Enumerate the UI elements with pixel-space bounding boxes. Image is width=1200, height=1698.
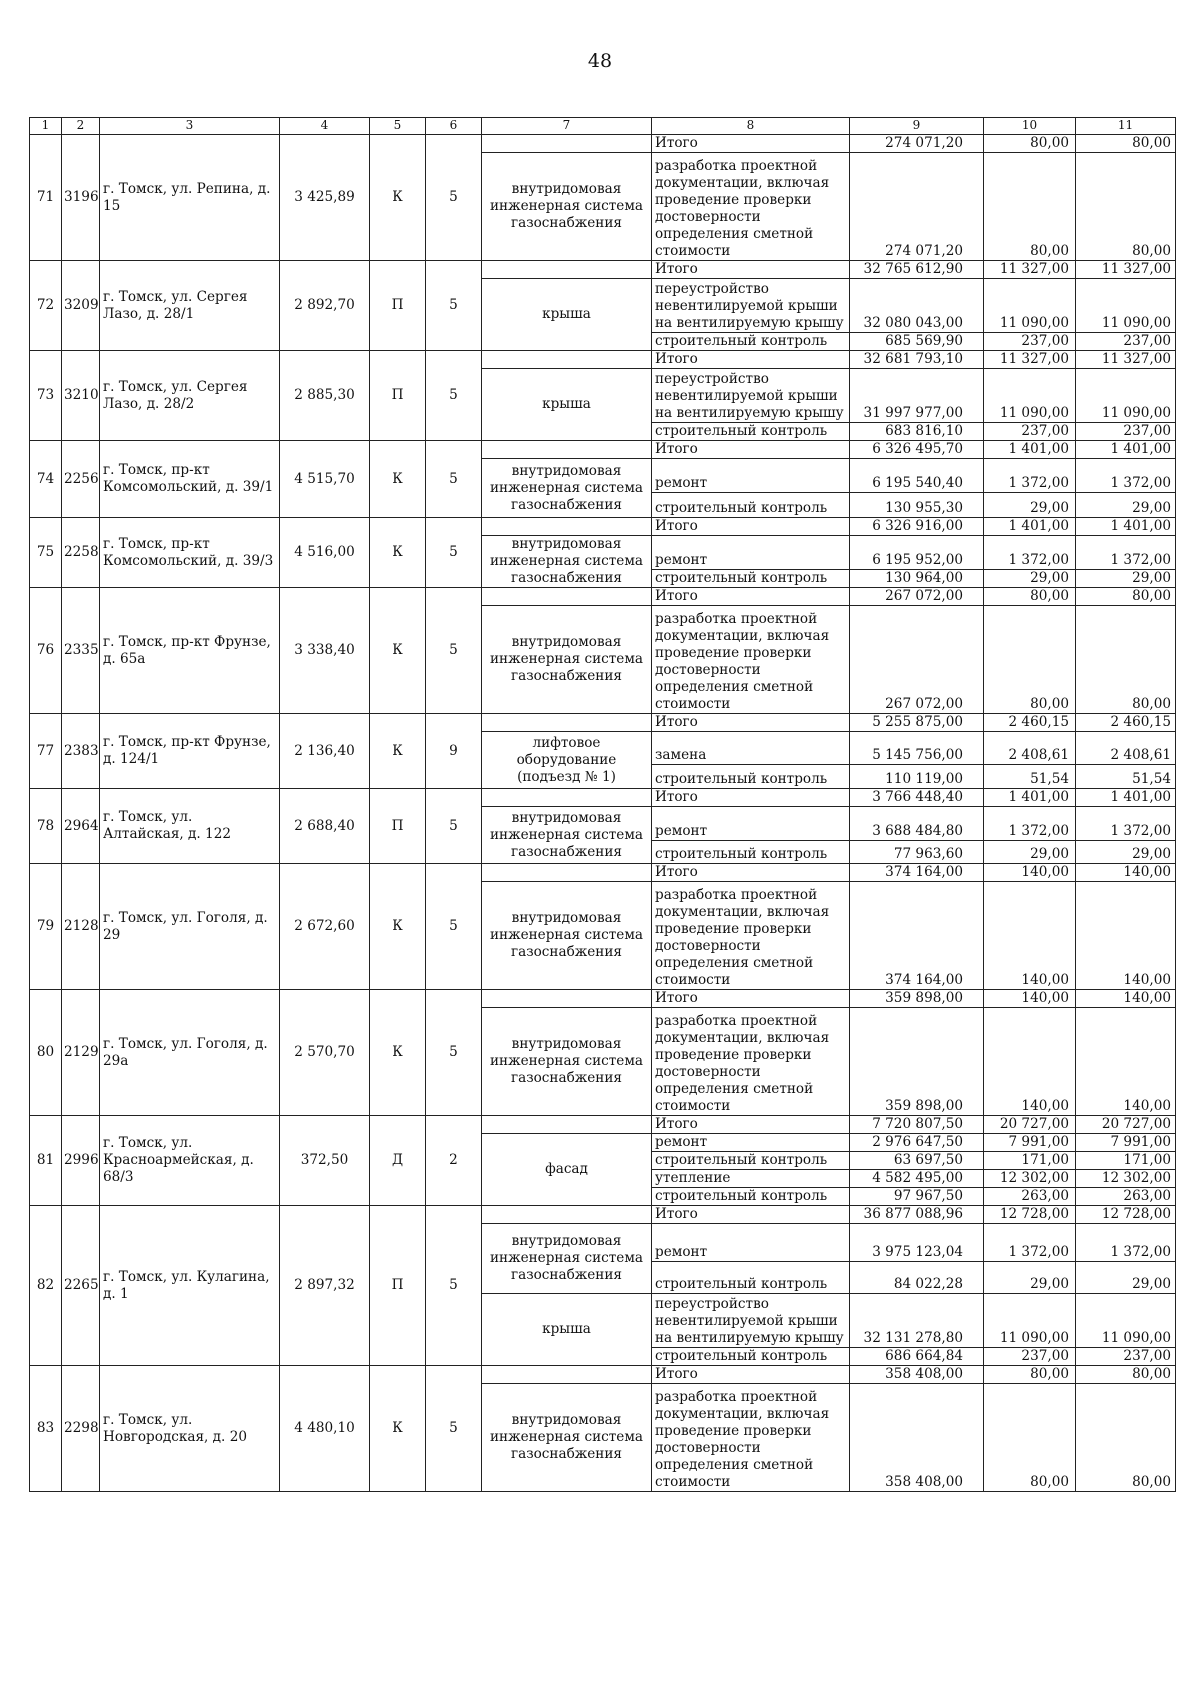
work-name: разработка проектной документации, включая проведение проверки достоверности определения сметной стоимости (652, 882, 850, 990)
work-limit-per-sqm: 237,00 (1076, 423, 1176, 441)
entry-area: 2 136,40 (280, 714, 370, 789)
entry-number: 74 (30, 441, 62, 518)
total-limit-per-sqm: 140,00 (1076, 990, 1176, 1008)
entry-floors: 5 (426, 789, 482, 864)
work-cost: 5 145 756,00 (850, 732, 984, 765)
entry-type: Д (370, 1116, 426, 1206)
work-name: строительный контроль (652, 765, 850, 789)
work-limit-per-sqm: 171,00 (1076, 1152, 1176, 1170)
work-name: переустройство невентилируемой крыши на вентилируемую крышу (652, 279, 850, 333)
work-limit-per-sqm: 29,00 (1076, 841, 1176, 864)
work-cost: 686 664,84 (850, 1348, 984, 1366)
work-cost: 374 164,00 (850, 882, 984, 990)
total-cost: 5 255 875,00 (850, 714, 984, 732)
work-name: переустройство невентилируемой крыши на вентилируемую крышу (652, 1294, 850, 1348)
work-limit-per-sqm: 140,00 (1076, 1008, 1176, 1116)
total-cost-per-sqm: 80,00 (984, 1366, 1076, 1384)
total-cost-per-sqm: 11 327,00 (984, 351, 1076, 369)
total-cost-per-sqm: 140,00 (984, 990, 1076, 1008)
entry-floors: 5 (426, 1206, 482, 1366)
work-limit-per-sqm: 7 991,00 (1076, 1134, 1176, 1152)
entry-floors: 5 (426, 135, 482, 261)
entry-id: 3196 (62, 135, 100, 261)
system-name: внутридомовая инженерная система газоснабжения (482, 1224, 652, 1294)
work-cost-per-sqm: 29,00 (984, 1262, 1076, 1294)
entry-id: 3209 (62, 261, 100, 351)
column-number-5: 5 (370, 118, 426, 135)
total-label: Итого (652, 789, 850, 807)
total-label: Итого (652, 588, 850, 606)
entry-total-row (30, 789, 1176, 807)
entry-area: 2 672,60 (280, 864, 370, 990)
total-label: Итого (652, 441, 850, 459)
entry-id: 2964 (62, 789, 100, 864)
entry-floors: 5 (426, 864, 482, 990)
entry-type: К (370, 990, 426, 1116)
work-cost: 685 569,90 (850, 333, 984, 351)
system-name: внутридомовая инженерная система газоснабжения (482, 536, 652, 588)
work-name: утепление (652, 1170, 850, 1188)
system-name: крыша (482, 279, 652, 351)
entry-number: 79 (30, 864, 62, 990)
entry-floors: 5 (426, 441, 482, 518)
work-cost-per-sqm: 237,00 (984, 423, 1076, 441)
entry-area: 4 515,70 (280, 441, 370, 518)
work-name: строительный контроль (652, 1262, 850, 1294)
work-cost: 6 195 952,00 (850, 536, 984, 570)
work-cost: 32 080 043,00 (850, 279, 984, 333)
work-name: разработка проектной документации, включая проведение проверки достоверности определения сметной стоимости (652, 1008, 850, 1116)
entry-total-row (30, 441, 1176, 459)
total-limit-per-sqm: 12 728,00 (1076, 1206, 1176, 1224)
column-number-4: 4 (280, 118, 370, 135)
entry-floors: 5 (426, 588, 482, 714)
column-number-8: 8 (652, 118, 850, 135)
work-name: ремонт (652, 1134, 850, 1152)
header-row (30, 118, 1176, 135)
entry-address: г. Томск, ул. Алтайская, д. 122 (100, 789, 280, 864)
entry-address: г. Томск, ул. Сергея Лазо, д. 28/2 (100, 351, 280, 441)
total-system-cell (482, 990, 652, 1008)
total-label: Итого (652, 864, 850, 882)
work-cost-per-sqm: 237,00 (984, 1348, 1076, 1366)
column-number-10: 10 (984, 118, 1076, 135)
total-limit-per-sqm: 11 327,00 (1076, 351, 1176, 369)
work-cost: 84 022,28 (850, 1262, 984, 1294)
total-cost-per-sqm: 1 401,00 (984, 441, 1076, 459)
work-cost-per-sqm: 140,00 (984, 1008, 1076, 1116)
work-name: ремонт (652, 1224, 850, 1262)
entry-id: 2265 (62, 1206, 100, 1366)
entry-floors: 2 (426, 1116, 482, 1206)
entry-address: г. Томск, пр-кт Фрунзе, д. 124/1 (100, 714, 280, 789)
work-cost: 4 582 495,00 (850, 1170, 984, 1188)
total-cost: 7 720 807,50 (850, 1116, 984, 1134)
entry-total-row (30, 135, 1176, 153)
works-register-table-container (29, 117, 1175, 1492)
entry-number: 77 (30, 714, 62, 789)
entry-type: К (370, 714, 426, 789)
entry-number: 82 (30, 1206, 62, 1366)
entry-area: 2 885,30 (280, 351, 370, 441)
work-cost-per-sqm: 11 090,00 (984, 369, 1076, 423)
work-limit-per-sqm: 80,00 (1076, 606, 1176, 714)
column-number-11: 11 (1076, 118, 1176, 135)
work-limit-per-sqm: 1 372,00 (1076, 807, 1176, 841)
entry-number: 73 (30, 351, 62, 441)
entry-area: 2 570,70 (280, 990, 370, 1116)
system-name: внутридомовая инженерная система газоснабжения (482, 606, 652, 714)
entry-number: 83 (30, 1366, 62, 1492)
work-cost-per-sqm: 11 090,00 (984, 279, 1076, 333)
entry-total-row (30, 588, 1176, 606)
entry-address: г. Томск, ул. Сергея Лазо, д. 28/1 (100, 261, 280, 351)
total-label: Итого (652, 261, 850, 279)
work-name: ремонт (652, 459, 850, 493)
work-cost-per-sqm: 7 991,00 (984, 1134, 1076, 1152)
work-cost: 359 898,00 (850, 1008, 984, 1116)
entry-type: К (370, 1366, 426, 1492)
entry-address: г. Томск, ул. Репина, д. 15 (100, 135, 280, 261)
entry-total-row (30, 1206, 1176, 1224)
entry-address: г. Томск, пр-кт Фрунзе, д. 65а (100, 588, 280, 714)
entry-floors: 5 (426, 990, 482, 1116)
work-limit-per-sqm: 80,00 (1076, 1384, 1176, 1492)
work-name: строительный контроль (652, 1152, 850, 1170)
total-cost-per-sqm: 11 327,00 (984, 261, 1076, 279)
total-system-cell (482, 518, 652, 536)
entry-number: 72 (30, 261, 62, 351)
total-cost-per-sqm: 1 401,00 (984, 789, 1076, 807)
entry-floors: 5 (426, 351, 482, 441)
total-limit-per-sqm: 11 327,00 (1076, 261, 1176, 279)
work-cost: 267 072,00 (850, 606, 984, 714)
work-limit-per-sqm: 263,00 (1076, 1188, 1176, 1206)
total-cost: 36 877 088,96 (850, 1206, 984, 1224)
work-cost-per-sqm: 80,00 (984, 606, 1076, 714)
work-name: ремонт (652, 807, 850, 841)
total-label: Итого (652, 351, 850, 369)
total-label: Итого (652, 1366, 850, 1384)
work-cost: 130 964,00 (850, 569, 984, 587)
entry-floors: 5 (426, 261, 482, 351)
entry-type: К (370, 588, 426, 714)
work-cost-per-sqm: 171,00 (984, 1152, 1076, 1170)
column-number-3: 3 (100, 118, 280, 135)
work-cost-per-sqm: 1 372,00 (984, 536, 1076, 570)
work-limit-per-sqm: 12 302,00 (1076, 1170, 1176, 1188)
total-limit-per-sqm: 1 401,00 (1076, 441, 1176, 459)
entry-area: 372,50 (280, 1116, 370, 1206)
work-cost: 274 071,20 (850, 153, 984, 261)
work-cost: 32 131 278,80 (850, 1294, 984, 1348)
work-limit-per-sqm: 51,54 (1076, 765, 1176, 789)
work-cost-per-sqm: 263,00 (984, 1188, 1076, 1206)
entry-total-row (30, 261, 1176, 279)
work-cost: 130 955,30 (850, 493, 984, 518)
total-label: Итого (652, 1116, 850, 1134)
total-cost-per-sqm: 20 727,00 (984, 1116, 1076, 1134)
system-name: внутридомовая инженерная система газоснабжения (482, 1384, 652, 1492)
total-cost: 374 164,00 (850, 864, 984, 882)
total-label: Итого (652, 518, 850, 536)
entry-address: г. Томск, ул. Красноармейская, д. 68/3 (100, 1116, 280, 1206)
work-cost-per-sqm: 29,00 (984, 841, 1076, 864)
works-register-table (29, 117, 1176, 1492)
entry-address: г. Томск, пр-кт Комсомольский, д. 39/1 (100, 441, 280, 518)
entry-id: 2258 (62, 518, 100, 588)
entry-address: г. Томск, ул. Кулагина, д. 1 (100, 1206, 280, 1366)
work-name: замена (652, 732, 850, 765)
entry-address: г. Томск, ул. Новгородская, д. 20 (100, 1366, 280, 1492)
entry-number: 75 (30, 518, 62, 588)
work-cost-per-sqm: 29,00 (984, 493, 1076, 518)
total-system-cell (482, 135, 652, 153)
total-system-cell (482, 1206, 652, 1224)
total-system-cell (482, 261, 652, 279)
total-system-cell (482, 789, 652, 807)
work-cost: 31 997 977,00 (850, 369, 984, 423)
entry-id: 2996 (62, 1116, 100, 1206)
system-name: крыша (482, 1294, 652, 1366)
entry-type: К (370, 135, 426, 261)
total-limit-per-sqm: 80,00 (1076, 1366, 1176, 1384)
entry-number: 80 (30, 990, 62, 1116)
work-limit-per-sqm: 237,00 (1076, 333, 1176, 351)
work-limit-per-sqm: 11 090,00 (1076, 369, 1176, 423)
column-number-6: 6 (426, 118, 482, 135)
total-label: Итого (652, 1206, 850, 1224)
entry-id: 2128 (62, 864, 100, 990)
entry-total-row (30, 990, 1176, 1008)
work-limit-per-sqm: 1 372,00 (1076, 1224, 1176, 1262)
total-cost: 6 326 916,00 (850, 518, 984, 536)
total-cost-per-sqm: 1 401,00 (984, 518, 1076, 536)
work-cost: 110 119,00 (850, 765, 984, 789)
work-cost: 683 816,10 (850, 423, 984, 441)
entry-number: 76 (30, 588, 62, 714)
work-limit-per-sqm: 237,00 (1076, 1348, 1176, 1366)
entry-id: 2298 (62, 1366, 100, 1492)
total-limit-per-sqm: 80,00 (1076, 135, 1176, 153)
entry-area: 3 425,89 (280, 135, 370, 261)
work-cost: 3 975 123,04 (850, 1224, 984, 1262)
work-cost: 2 976 647,50 (850, 1134, 984, 1152)
total-label: Итого (652, 714, 850, 732)
work-name: строительный контроль (652, 1188, 850, 1206)
work-limit-per-sqm: 29,00 (1076, 1262, 1176, 1294)
work-name: разработка проектной документации, включая проведение проверки достоверности определения сметной стоимости (652, 606, 850, 714)
total-cost: 274 071,20 (850, 135, 984, 153)
total-system-cell (482, 1366, 652, 1384)
work-name: переустройство невентилируемой крыши на вентилируемую крышу (652, 369, 850, 423)
column-number-1: 1 (30, 118, 62, 135)
entry-number: 81 (30, 1116, 62, 1206)
total-cost-per-sqm: 140,00 (984, 864, 1076, 882)
work-cost-per-sqm: 2 408,61 (984, 732, 1076, 765)
entry-total-row (30, 518, 1176, 536)
work-cost: 77 963,60 (850, 841, 984, 864)
entry-number: 71 (30, 135, 62, 261)
entry-type: П (370, 789, 426, 864)
column-number-9: 9 (850, 118, 984, 135)
entry-total-row (30, 714, 1176, 732)
work-cost-per-sqm: 1 372,00 (984, 807, 1076, 841)
system-name: фасад (482, 1134, 652, 1206)
work-cost: 3 688 484,80 (850, 807, 984, 841)
work-name: строительный контроль (652, 569, 850, 587)
work-cost-per-sqm: 12 302,00 (984, 1170, 1076, 1188)
column-number-7: 7 (482, 118, 652, 135)
total-limit-per-sqm: 1 401,00 (1076, 518, 1176, 536)
work-cost: 6 195 540,40 (850, 459, 984, 493)
entry-area: 4 480,10 (280, 1366, 370, 1492)
total-limit-per-sqm: 2 460,15 (1076, 714, 1176, 732)
entry-type: К (370, 518, 426, 588)
total-cost: 32 765 612,90 (850, 261, 984, 279)
system-name: внутридомовая инженерная система газоснабжения (482, 807, 652, 864)
work-limit-per-sqm: 2 408,61 (1076, 732, 1176, 765)
column-number-2: 2 (62, 118, 100, 135)
entry-number: 78 (30, 789, 62, 864)
total-cost-per-sqm: 2 460,15 (984, 714, 1076, 732)
work-cost-per-sqm: 51,54 (984, 765, 1076, 789)
entry-area: 2 892,70 (280, 261, 370, 351)
entry-id: 2256 (62, 441, 100, 518)
work-cost-per-sqm: 11 090,00 (984, 1294, 1076, 1348)
work-limit-per-sqm: 140,00 (1076, 882, 1176, 990)
system-name: внутридомовая инженерная система газоснабжения (482, 459, 652, 518)
entry-type: П (370, 261, 426, 351)
work-limit-per-sqm: 1 372,00 (1076, 459, 1176, 493)
work-name: строительный контроль (652, 493, 850, 518)
work-cost-per-sqm: 80,00 (984, 1384, 1076, 1492)
entry-total-row (30, 1366, 1176, 1384)
total-cost: 3 766 448,40 (850, 789, 984, 807)
entry-id: 2129 (62, 990, 100, 1116)
entry-type: П (370, 1206, 426, 1366)
total-limit-per-sqm: 20 727,00 (1076, 1116, 1176, 1134)
work-limit-per-sqm: 1 372,00 (1076, 536, 1176, 570)
work-limit-per-sqm: 11 090,00 (1076, 279, 1176, 333)
total-label: Итого (652, 990, 850, 1008)
entry-address: г. Томск, ул. Гоголя, д. 29а (100, 990, 280, 1116)
work-cost-per-sqm: 80,00 (984, 153, 1076, 261)
work-name: строительный контроль (652, 1348, 850, 1366)
total-system-cell (482, 1116, 652, 1134)
entry-total-row (30, 864, 1176, 882)
total-system-cell (482, 441, 652, 459)
work-name: разработка проектной документации, включая проведение проверки достоверности определения сметной стоимости (652, 153, 850, 261)
entry-floors: 5 (426, 518, 482, 588)
work-name: строительный контроль (652, 423, 850, 441)
work-cost-per-sqm: 1 372,00 (984, 1224, 1076, 1262)
entry-area: 3 338,40 (280, 588, 370, 714)
total-limit-per-sqm: 80,00 (1076, 588, 1176, 606)
total-cost: 267 072,00 (850, 588, 984, 606)
total-cost-per-sqm: 80,00 (984, 588, 1076, 606)
work-cost-per-sqm: 140,00 (984, 882, 1076, 990)
work-limit-per-sqm: 29,00 (1076, 493, 1176, 518)
total-cost: 359 898,00 (850, 990, 984, 1008)
system-name: лифтовое оборудование (подъезд № 1) (482, 732, 652, 789)
total-cost: 358 408,00 (850, 1366, 984, 1384)
total-cost-per-sqm: 80,00 (984, 135, 1076, 153)
work-cost-per-sqm: 1 372,00 (984, 459, 1076, 493)
work-name: строительный контроль (652, 333, 850, 351)
system-name: крыша (482, 369, 652, 441)
entry-id: 2335 (62, 588, 100, 714)
work-cost: 358 408,00 (850, 1384, 984, 1492)
work-cost-per-sqm: 237,00 (984, 333, 1076, 351)
entry-address: г. Томск, пр-кт Комсомольский, д. 39/3 (100, 518, 280, 588)
entry-area: 4 516,00 (280, 518, 370, 588)
entry-type: К (370, 864, 426, 990)
page-number: 48 (587, 50, 613, 72)
total-limit-per-sqm: 1 401,00 (1076, 789, 1176, 807)
total-cost: 32 681 793,10 (850, 351, 984, 369)
work-cost: 97 967,50 (850, 1188, 984, 1206)
work-limit-per-sqm: 29,00 (1076, 569, 1176, 587)
work-name: строительный контроль (652, 841, 850, 864)
system-name: внутридомовая инженерная система газоснабжения (482, 882, 652, 990)
work-limit-per-sqm: 80,00 (1076, 153, 1176, 261)
work-cost-per-sqm: 29,00 (984, 569, 1076, 587)
total-system-cell (482, 714, 652, 732)
entry-address: г. Томск, ул. Гоголя, д. 29 (100, 864, 280, 990)
entry-floors: 5 (426, 1366, 482, 1492)
work-name: разработка проектной документации, включая проведение проверки достоверности определения сметной стоимости (652, 1384, 850, 1492)
entry-type: К (370, 441, 426, 518)
work-cost: 63 697,50 (850, 1152, 984, 1170)
system-name: внутридомовая инженерная система газоснабжения (482, 1008, 652, 1116)
entry-type: П (370, 351, 426, 441)
entry-total-row (30, 351, 1176, 369)
entry-floors: 9 (426, 714, 482, 789)
entry-area: 2 897,32 (280, 1206, 370, 1366)
system-name: внутридомовая инженерная система газоснабжения (482, 153, 652, 261)
total-system-cell (482, 864, 652, 882)
total-cost: 6 326 495,70 (850, 441, 984, 459)
work-limit-per-sqm: 11 090,00 (1076, 1294, 1176, 1348)
total-system-cell (482, 588, 652, 606)
total-label: Итого (652, 135, 850, 153)
work-name: ремонт (652, 536, 850, 570)
entry-id: 3210 (62, 351, 100, 441)
total-system-cell (482, 351, 652, 369)
entry-total-row (30, 1116, 1176, 1134)
total-limit-per-sqm: 140,00 (1076, 864, 1176, 882)
total-cost-per-sqm: 12 728,00 (984, 1206, 1076, 1224)
entry-area: 2 688,40 (280, 789, 370, 864)
entry-id: 2383 (62, 714, 100, 789)
